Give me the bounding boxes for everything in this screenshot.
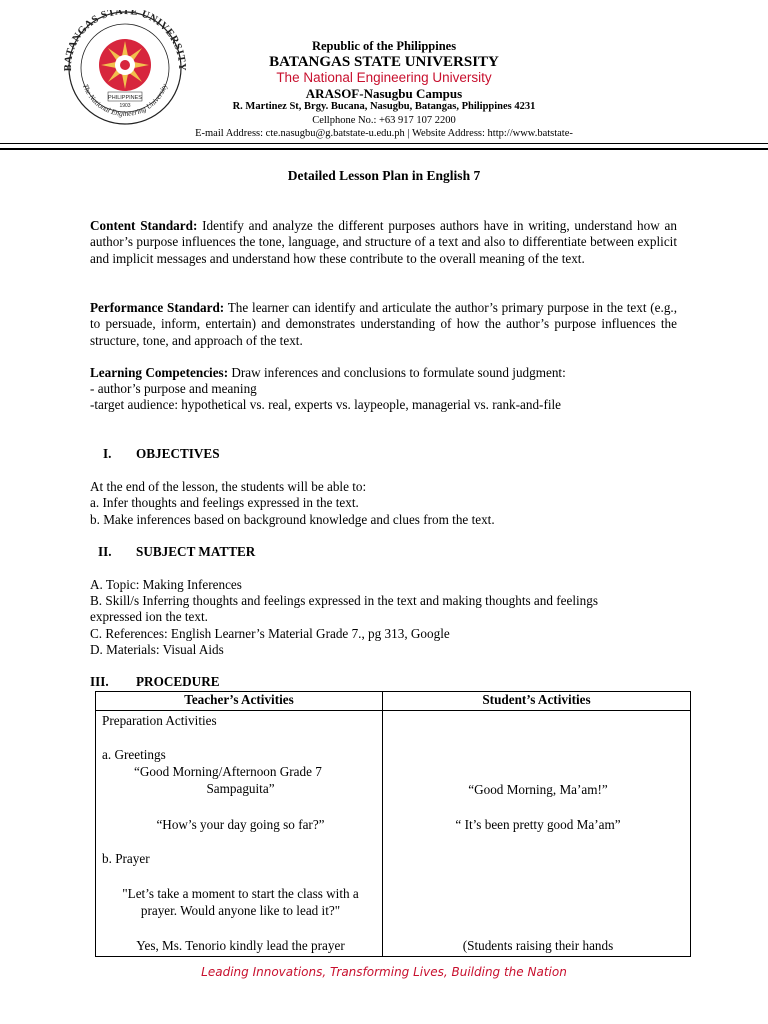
subject-matter-number: II. — [98, 544, 112, 559]
teacher-line: “Good Morning/Afternoon Grade 7 — [134, 764, 322, 779]
teacher-line: a. Greetings — [102, 747, 166, 762]
cellphone: Cellphone No.: +63 917 107 2200 — [312, 115, 456, 126]
seal-center-text: PHILIPPINES — [108, 95, 142, 101]
header-rule-thick — [0, 148, 768, 150]
competency-item: -target audience: hypothetical vs. real, experts vs. laypeople, managerial vs. rank-and-file — [90, 397, 562, 412]
performance-standard-label: Performance Standard: — [90, 300, 225, 315]
seal-year: 1903 — [119, 103, 131, 109]
teacher-line: Preparation Activities — [102, 713, 217, 728]
student-line: “Good Morning, Ma’am!” — [468, 782, 608, 797]
document-title: Detailed Lesson Plan in English 7 — [287, 168, 481, 183]
column-header-teacher: Teacher’s Activities — [96, 692, 383, 711]
procedure-heading: PROCEDURE — [136, 674, 220, 689]
subject-matter-heading: SUBJECT MATTER — [136, 544, 256, 559]
seal-inner-text: The National Engineering University — [81, 82, 169, 119]
learning-competencies-label: Learning Competencies: — [90, 365, 229, 380]
student-cell — [383, 711, 691, 957]
learning-competencies — [90, 365, 566, 381]
seal-ring-text: BATANGAS STATE UNIVERSITY — [62, 10, 188, 72]
subject-item: B. Skill/s Inferring thoughts and feelings expressed in the text and making thoughts and feelings — [90, 593, 598, 608]
teacher-cell — [96, 711, 383, 957]
subject-item: expressed ion the text. — [90, 609, 208, 624]
content-standard — [90, 218, 677, 267]
column-header-student: Student’s Activities — [383, 692, 691, 711]
teacher-line: b. Prayer — [102, 851, 150, 866]
subject-item: C. References: English Learner’s Material Grade 7., pg 313, Google — [90, 626, 450, 641]
learning-competencies-text: Draw inferences and conclusions to formulate sound judgment: — [228, 365, 566, 380]
teacher-line: “How’s your day going so far?” — [156, 817, 325, 832]
email-website: E-mail Address: cte.nasugbu@g.batstate-u.edu.ph | Website Address: http://www.batstate- — [195, 128, 573, 139]
footer-motto: Leading Innovations, Transforming Lives, Building the Nation — [201, 965, 567, 979]
campus-name: ARASOF-Nasugbu Campus — [305, 86, 463, 101]
campus-address: R. Martinez St, Brgy. Bucana, Nasugbu, Batangas, Philippines 4231 — [232, 101, 536, 112]
student-line: “ It’s been pretty good Ma’am” — [455, 817, 621, 832]
performance-standard — [90, 300, 677, 349]
table-header-row — [96, 692, 691, 711]
republic-line: Republic of the Philippines — [311, 39, 457, 53]
university-tagline: The National Engineering University — [276, 70, 492, 85]
university-name: BATANGAS STATE UNIVERSITY — [269, 54, 499, 70]
teacher-line: Sampaguita” — [206, 781, 275, 796]
subject-item: D. Materials: Visual Aids — [90, 642, 224, 657]
objectives-number: I. — [103, 446, 112, 461]
subject-item: A. Topic: Making Inferences — [90, 577, 242, 592]
procedure-number: III. — [90, 674, 109, 689]
header-rule-thin — [0, 143, 768, 144]
performance-standard-text: The learner can identify and articulate the author’s primary purpose in the text (e.g., to persuade, inform, entertain) and demonstrates understanding of how the author’s purpose influences the structure, tone, and approach of the text. — [90, 300, 678, 348]
procedure-table — [95, 691, 691, 957]
objective-item: a. Infer thoughts and feelings expressed in the text. — [90, 495, 359, 510]
table-row — [96, 711, 691, 957]
content-standard-label: Content Standard: — [90, 218, 198, 233]
teacher-line: prayer. Would anyone like to lead it?" — [140, 903, 341, 918]
student-line: (Students raising their hands — [462, 938, 614, 953]
content-standard-text: Identify and analyze the different purposes authors have in writing, understand how an author’s purpose influences the tone, language, and structure of a text and also to differentiate between explicit and implicit messages and understand how these contribute to the overall meaning of the text. — [90, 218, 677, 266]
objective-item: b. Make inferences based on background knowledge and clues from the text. — [90, 512, 495, 527]
objectives-intro: At the end of the lesson, the students will be able to: — [90, 479, 367, 494]
objectives-heading: OBJECTIVES — [136, 446, 220, 461]
competency-item: - author’s purpose and meaning — [90, 381, 257, 396]
teacher-line: "Let’s take a moment to start the class with a — [122, 886, 359, 901]
teacher-line: Yes, Ms. Tenorio kindly lead the prayer — [136, 938, 345, 953]
